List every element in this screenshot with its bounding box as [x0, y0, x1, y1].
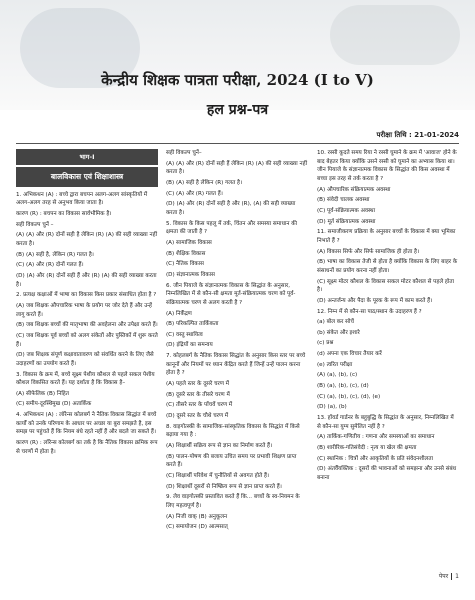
question-line: 3. विकास के क्रम में, बच्चे सूक्ष्म पेशीय कौशल से पहले सकल पेशीय कौशल विकसित करते हैं। यह दर्शाता है कि विकास है–	[16, 371, 155, 387]
question-line: (D) मूर्त संक्रियात्मक अवस्था	[317, 218, 376, 225]
header-banner	[0, 0, 475, 110]
question-line: (D) जब शिक्षक संपूर्ण कक्षावातावरण को संवर्धित करने के लिए जैसे उदाहरणों का उपयोग करते हैं।	[16, 352, 154, 367]
question-line: (B) पालन-पोषण की बजाय उचित समय पर प्रभावी शिक्षण प्राप्त करते हैं।	[166, 453, 297, 469]
question-line: (D) इंद्रियों का समन्वय	[166, 342, 213, 349]
question-line: (B) (A) सही है लेकिन (R) गलत है।	[166, 179, 243, 186]
question-line: कारण (R) : बचपन का विकास सार्वभौमिक है।	[16, 211, 112, 217]
question-line: (D) (A) और (R) दोनों सही हैं और (R) (A) की सही व्याख्या करता है।	[16, 272, 157, 288]
question-line: (A) तार्किक-गणितीय : गणना और समस्याओं का समाधान	[317, 434, 435, 441]
question-line: (A) (A) और (R) दोनों सही हैं लेकिन (R) (A) की सही व्याख्या नहीं करता है।	[166, 160, 308, 176]
question-line: 9. लेव वाइगोत्स्की प्रस्तावित करते हैं कि... बच्चों के स्व-नियमन के लिए महत्वपूर्ण है।	[166, 494, 300, 509]
question-line: (C) स्थानिक : चित्रों और आकृतियों के प्रति संवेदनशीलता	[317, 455, 433, 462]
question-list	[166, 149, 308, 532]
question-line: (D) शिक्षार्थी दूसरों से निष्क्रिय रूप से ज्ञान प्राप्त करते हैं।	[166, 483, 282, 490]
footer-label: पेपर	[438, 573, 449, 580]
question-line: (B) दूसरे स्तर के तीसरे चरण में	[166, 391, 230, 398]
question-line: (D) संज्ञानात्मक विकास	[166, 271, 215, 278]
question-line: 11. समाजीकरण प्रक्रिया के अनुसार बच्चों के विकास में क्या भूमिका निभाते हैं ?	[317, 229, 456, 244]
question-line: 6. जीन पियाजे के संज्ञानात्मक विकास के सिद्धांत के अनुसार, निम्नलिखित में से कौन-सी क्षमता मूर्त-संक्रियात्मक चरण को पूर्व-संक्रियात्मक चरण से अलग करती है ?	[166, 282, 296, 306]
question-line: (D) (a), (b)	[317, 404, 347, 411]
question-line: 13. हॉवर्ड गार्डनर के बहुबुद्धि के सिद्धांत के अनुसार, निम्नलिखित में से कौन-सा युग्म सुमेलित नहीं है ?	[317, 415, 454, 430]
question-line: (D) अन्तर्जन्य और पैदा के पूरक के रूप में काम करते हैं।	[317, 297, 433, 304]
question-line: (e) त्वरित परीक्षा	[317, 361, 353, 368]
question-line: सही विकल्प चुनें–	[166, 150, 202, 156]
question-line: 5. विकास के किस पहलू में तर्क, चिंतन और समस्या समाधान की क्षमता की जाती है ?	[166, 220, 297, 236]
question-line: 2. प्रत्यक्ष कक्षाओं में भाषा का विकास किस प्रकार संसाधित होता है ?	[16, 292, 157, 299]
page-number: 1	[455, 573, 459, 580]
question-line: (A) औपचारिक संक्रियात्मक अवस्था	[317, 186, 391, 193]
footer-divider	[451, 573, 452, 580]
question-line: (C) पूर्व-संक्रियात्मक अवस्था	[317, 207, 376, 214]
question-line: (C) समायोजन (D) आत्मसात्	[166, 524, 228, 531]
question-line: (A) जब शिक्षक औपचारिक भाषा के प्रयोग पर जोर देते हैं और उन्हें लागू करते हैं।	[16, 302, 152, 318]
question-line: कारण (R) : लॉरेन्स कोलबर्ग का तर्क है कि नैतिक विकास क्रमिक रूप से चरणों में होता है।	[16, 440, 158, 455]
question-line: (a) बोल कर सोचें	[317, 319, 354, 326]
question-line: 10. रस्सी कूदते समय रिया ने रस्सी घुमाने के क्रम में 'आवाज' होने के बाद बेहतर किया क्योंकि उसने रस्सी को घुमाने का अभ्यास किया था। जीन पियाजे के संज्ञानात्मक विकास के सिद्धांत की किस अवस्था में बच्चा इस तरह से तर्क करता है ?	[317, 150, 457, 182]
column-1	[16, 149, 158, 458]
question-line: 8. वाइगोत्स्की के सामाजिक-सांस्कृतिक विकास के सिद्धांत में किसे बढ़ाया गया है :	[166, 423, 300, 439]
page-subtitle: हल प्रश्न-पत्र	[206, 102, 269, 118]
question-line: (A) सीफेलिक (B) निहित	[16, 390, 69, 397]
question-line: (B) (A) सही है, लेकिन (R) गलत है।	[16, 251, 94, 258]
question-line: (d) अपना एक विचार तैयार करें	[317, 351, 382, 358]
decorative-lab-image	[330, 5, 460, 65]
question-line: (c) प्रश्न	[317, 340, 334, 347]
question-line: 12. निम्न में से कौन-सा पाठ/स्थान के उदाहरण हैं ?	[317, 308, 422, 315]
question-line: (A) पहले स्तर के दूसरे चरण में	[166, 381, 230, 388]
question-line: 1. अभिकथन (A) : बच्चे द्वारा बचपन अलग-अलग सांस्कृतियों में अलग-अलग तरह से अनुभव किया जाता है।	[16, 191, 148, 207]
section-part-label: भाग-I	[16, 149, 158, 165]
page-title: केन्द्रीय शिक्षक पात्रता परीक्षा, 2024 (I to V)	[101, 71, 374, 89]
question-line: (A) (a), (b), (c)	[317, 372, 358, 379]
question-line: (C) शिक्षार्थी परिवेश में चुनौतियों से अवगत होते हैं।	[166, 473, 270, 479]
question-line: (A) (A) और (R) दोनों सही है लेकिन (R) (A) की सही व्याख्या नहीं करता है।	[16, 232, 158, 247]
question-line: (C) (A) और (R) गलत हैं।	[166, 190, 223, 197]
question-line: (D) (A) और (R) दोनों सही है और (R), (A) की सही व्याख्या करता है।	[166, 201, 296, 216]
question-line: (B) (a), (b), (c), (d)	[317, 383, 369, 390]
question-line: (D) दूसरे स्तर के चौथे चरण में	[166, 413, 229, 420]
question-line: (D) अंतर्वैयक्तिक : दूसरों की भावनाओं को समझना और उनसे संबंध बनाना	[317, 466, 457, 481]
question-line: (C) वस्तु स्थायित्व	[166, 331, 203, 338]
question-line: (A) निजी वाक् (B) अनुकूलन	[166, 513, 228, 520]
question-list	[317, 149, 459, 483]
exam-date: परीक्षा तिथि : 21-01-2024	[376, 131, 459, 139]
column-2	[166, 149, 308, 534]
question-line: (b) संकेत और इशारे	[317, 329, 360, 336]
question-line: (C) (a), (b), (c), (d), (e)	[317, 393, 381, 400]
question-line: (B) शैक्षिक विकास	[166, 250, 206, 257]
question-line: (C) सूक्ष्म मोटर कौशल के विकास सकल मोटर कौशल से पहले होता है।	[317, 278, 454, 294]
question-line: (B) परिकल्पित तार्किकता	[166, 321, 219, 328]
question-line: 4. अभिकथन (A) : लॉरेन्स कोलबर्ग ने नैतिक विकास सिद्धांत में बच्चे कार्यों को उनके परिणाम के आधार पर अच्छा या बुरा समझते है, इस समझ पर पहुंचते हैं कि नियम बंधे रहते नहीं हैं और बदले जा सकते हैं।	[16, 412, 157, 436]
question-line: (B) जब शिक्षक बच्चों की मातृभाषा की अवहेलना और उपेक्षा करते हैं।	[16, 322, 158, 329]
question-line: (B) संवेदी चालक अवस्था	[317, 197, 370, 204]
question-line: (C) जब शिक्षक पूर्व बच्चों को अलग संकेतों और पुस्तिकों में शुरू करते हैं।	[16, 332, 158, 348]
question-line: (B) शारीरिक-गतिसंवेदी : नृत्य या खेल की क्षमता	[317, 445, 417, 452]
question-line: (C) तीसरे स्तर के पाँचवें चरण में	[166, 402, 233, 409]
section-title: बालविकास एवं शिक्षाशास्त्र	[16, 167, 158, 187]
question-line: (C) (A) और (R) दोनों गलत हैं।	[16, 262, 84, 269]
question-line: सही विकल्प चुनें –	[16, 221, 54, 228]
header-divider	[16, 143, 459, 144]
column-3	[317, 149, 459, 485]
question-line: (C) समीप-दूरस्थिमुख (D) अतार्किक	[16, 401, 92, 408]
question-line: (A) सामाजिक विकास	[166, 239, 212, 246]
question-line: (A) निर्केंद्रण	[166, 310, 192, 317]
page-footer	[439, 572, 459, 580]
question-list	[16, 191, 158, 457]
question-line: (B) भाषा का विकास तेजी से होता है क्योंकि विकास के लिए बाहर के संसाधनों का प्रयोग करना नहीं होता।	[317, 259, 458, 274]
question-line: (A) विकास सिर्फ और सिर्फ सामाजिक ही होता है।	[317, 248, 420, 255]
question-line: (A) शिक्षार्थी सक्रिय रूप से ज्ञान का निर्माण करते हैं।	[166, 443, 273, 450]
question-line: (C) नैतिक विकास	[166, 261, 204, 268]
question-line: 7. कोहलबर्ग के नैतिक विकास सिद्धांत के अनुसार किस स्तर पर बच्चे कानूनों और नियमों पर ध्यान केंद्रित करते हैं जिन्हें उन्हें पालन करना होता है ?	[166, 353, 306, 377]
